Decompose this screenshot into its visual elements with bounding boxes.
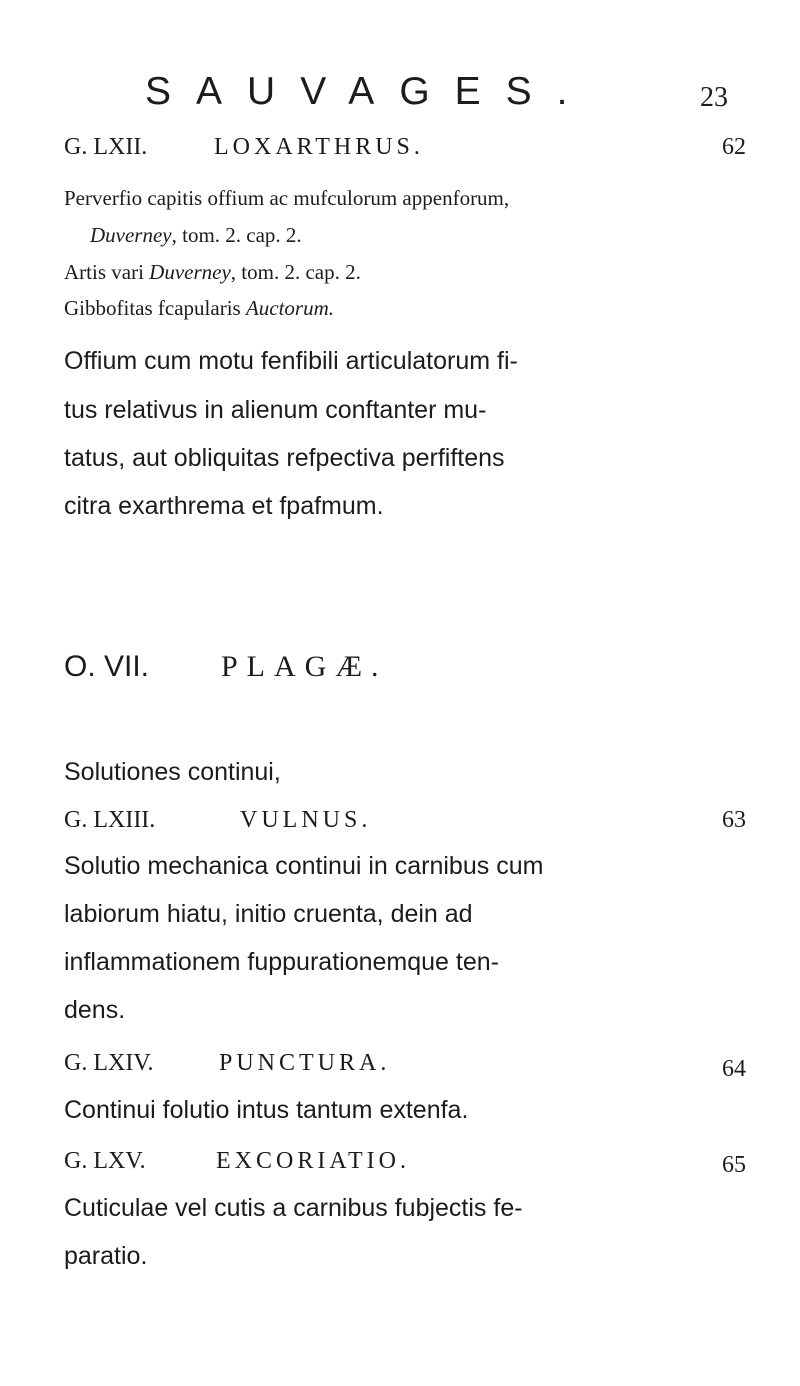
genus-id: G. LXIII. <box>64 807 156 833</box>
genus-name: EXCORIATIO. <box>216 1148 410 1174</box>
synonym-line: Artis vari Duverney, tom. 2. cap. 2. <box>64 260 361 284</box>
synonym-line: Perverfio capitis offium ac mufculorum appenforum, <box>64 186 510 210</box>
definition-line: citra exarthrema et fpafmum. <box>64 492 384 520</box>
genus-name: VULNUS. <box>240 807 372 833</box>
definition-line: inflammationem fuppurationemque ten- <box>64 948 499 976</box>
genus-heading-63 <box>64 807 764 847</box>
definition-line: tatus, aut obliquitas refpectiva perfiftens <box>64 444 505 472</box>
definition-line: tus relativus in alienum conftanter mu- <box>64 396 487 424</box>
genus-name: LOXARTHRUS. <box>214 134 424 160</box>
genus-number: 65 <box>722 1152 746 1178</box>
genus-name: PUNCTURA. <box>219 1050 391 1076</box>
genus-id: G. LXIV. <box>64 1050 154 1076</box>
definition-line: dens. <box>64 996 126 1024</box>
definition-line: paratio. <box>64 1242 148 1270</box>
definition-line: Continui folutio intus tantum extenfa. <box>64 1096 469 1124</box>
genus-heading-64 <box>64 1050 764 1090</box>
genus-id: G. LXV. <box>64 1148 146 1174</box>
definition-line: Cuticulae vel cutis a carnibus fubjectis fe- <box>64 1194 523 1222</box>
genus-number: 63 <box>722 807 746 833</box>
genus-heading-65 <box>64 1148 764 1188</box>
order-description: Solutiones continui, <box>64 758 281 786</box>
genus-number: 64 <box>722 1056 746 1082</box>
genus-id: G. LXII. <box>64 134 148 160</box>
order-id: O. VII. <box>64 650 150 683</box>
synonym-line: Gibbofitas fcapularis Auctorum. <box>64 296 335 320</box>
synonym-line: Duverney, tom. 2. cap. 2. <box>90 223 302 247</box>
order-name: PLAGÆ. <box>221 650 388 683</box>
definition-line: Offium cum motu fenfibili articulatorum fi- <box>64 347 518 375</box>
definition-line: labiorum hiatu, initio cruenta, dein ad <box>64 900 473 928</box>
page-number: 23 <box>700 82 728 113</box>
running-title: SAUVAGES. <box>145 70 593 113</box>
genus-heading-62 <box>64 134 764 174</box>
definition-line: Solutio mechanica continui in carnibus cum <box>64 852 544 880</box>
genus-number: 62 <box>722 134 746 160</box>
